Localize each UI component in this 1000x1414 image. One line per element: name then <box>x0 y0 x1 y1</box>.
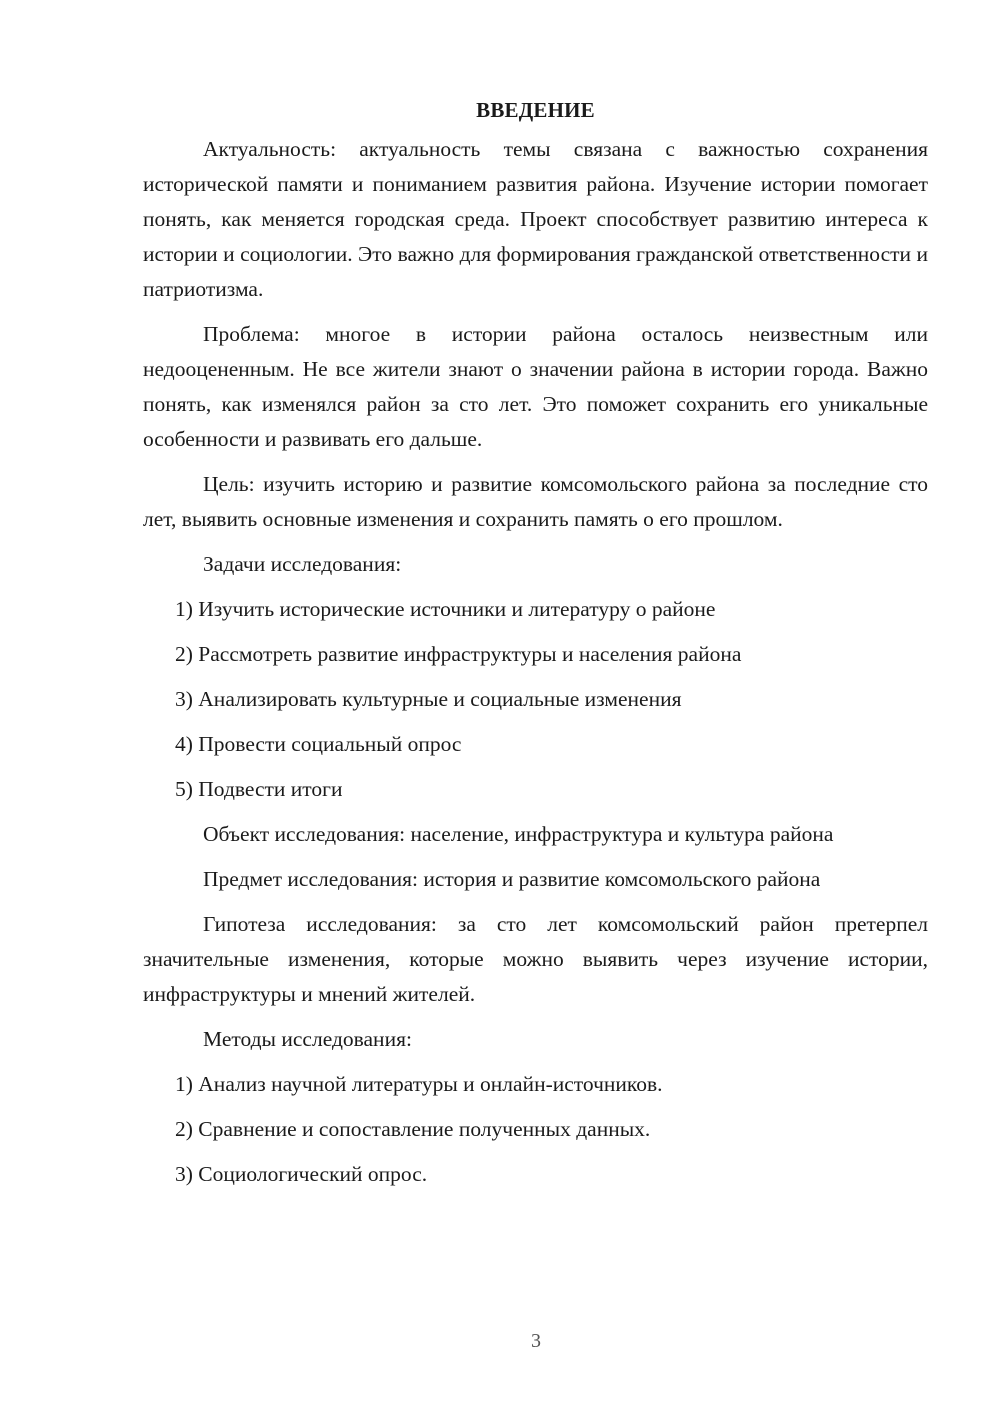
task-item: 4) Провести социальный опрос <box>175 732 462 756</box>
problem-paragraph: Проблема: многое в истории района осталось неизвестным или недооцененным. Не все жители знают о значении района в истории города. Важно понять, как изменялся район за сто лет. Это поможет сохранить его уникальные особенности и развивать его дальше. <box>143 322 928 451</box>
relevance-paragraph: Актуальность: актуальность темы связана с важностью сохранения исторической памяти и пониманием развития района. Изучение истории помогает понять, как меняется городская среда. Проект способствует развитию интереса к истории и социологии. Это важно для формирования гражданской ответственности и патриотизма. <box>143 137 928 301</box>
tasks-list <box>143 592 928 807</box>
task-item: 5) Подвести итоги <box>175 777 343 801</box>
method-item: 1) Анализ научной литературы и онлайн-источников. <box>175 1072 663 1096</box>
task-item: 1) Изучить исторические источники и литературу о районе <box>175 597 716 621</box>
goal-paragraph: Цель: изучить историю и развитие комсомольского района за последние сто лет, выявить основные изменения и сохранить память о его прошлом. <box>143 472 928 531</box>
page-content <box>143 92 928 1202</box>
object-paragraph: Объект исследования: население, инфраструктура и культура района <box>203 822 834 846</box>
page-number: 3 <box>531 1330 541 1352</box>
section-heading: ВВЕДЕНИЕ <box>476 98 595 122</box>
methods-title: Методы исследования: <box>203 1027 412 1051</box>
method-item: 2) Сравнение и сопоставление полученных данных. <box>175 1117 651 1141</box>
task-item: 2) Рассмотреть развитие инфраструктуры и населения района <box>175 642 742 666</box>
task-item: 3) Анализировать культурные и социальные изменения <box>175 687 682 711</box>
methods-list <box>143 1067 928 1192</box>
tasks-title: Задачи исследования: <box>203 552 402 576</box>
method-item: 3) Социологический опрос. <box>175 1162 428 1186</box>
subject-paragraph: Предмет исследования: история и развитие комсомольского района <box>203 867 821 891</box>
hypothesis-paragraph: Гипотеза исследования: за сто лет комсомольский район претерпел значительные изменения, которые можно выявить через изучение истории, инфраструктуры и мнений жителей. <box>143 912 928 1006</box>
